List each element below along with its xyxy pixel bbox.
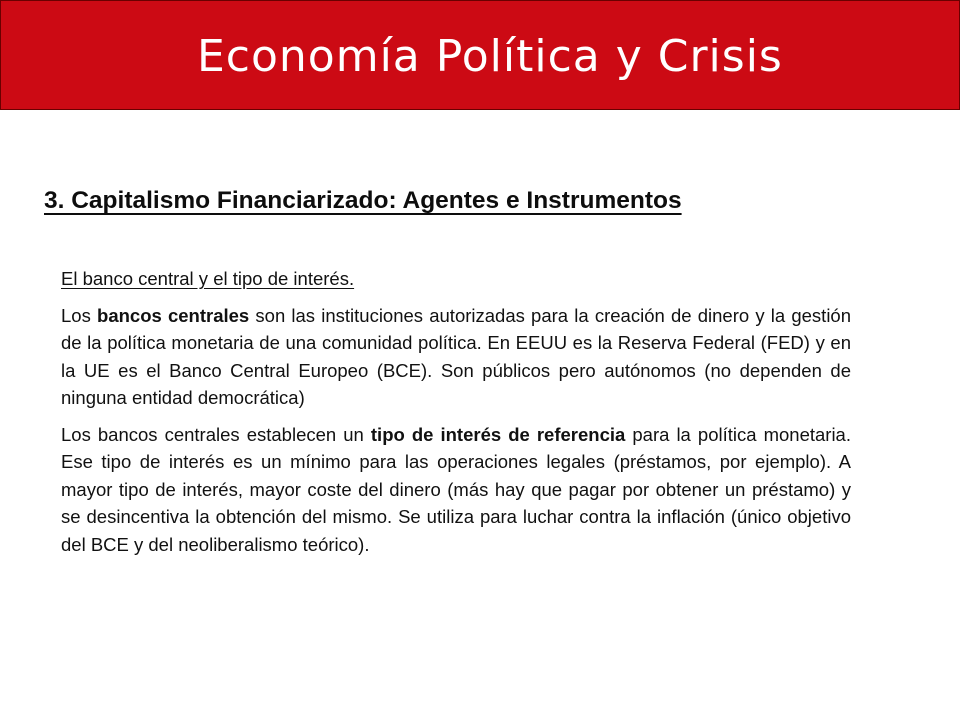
section-heading: 3. Capitalismo Financiarizado: Agentes e Instrumentos xyxy=(44,187,682,214)
paragraph-1-text-start: Los xyxy=(61,304,98,326)
slide-body xyxy=(61,265,851,567)
paragraph-2-text-start: Los bancos centrales establecen un xyxy=(61,423,371,445)
subheading: El banco central y el tipo de interés. xyxy=(61,268,355,289)
paragraph-1-text-end: son las instituciones autorizadas para la creación de dinero y la gestión de la política monetaria de una comunidad política. En EEUU es la Reserva Federal (FED) y en la UE es el Banco Central Europeo (BCE). Son públicos pero autónomos (no dependen de ninguna entidad democrática) xyxy=(61,304,852,408)
paragraph-2-text-end: para la política monetaria. Ese tipo de interés es un mínimo para las operaciones legales (préstamos, por ejemplo). A mayor tipo de interés, mayor coste del dinero (más hay que pagar por obtener un préstamo) y se desincentiva la obtención del mismo. Se utiliza para luchar contra la inflación (único objetivo del BCE y del neoliberalismo teórico). xyxy=(61,423,851,555)
slide-title: Economía Política y Crisis xyxy=(197,31,783,82)
paragraph-2-bold-term: tipo de interés de referencia xyxy=(370,423,626,445)
paragraph-central-banks xyxy=(61,302,851,412)
paragraph-1-bold-term: bancos centrales xyxy=(97,304,250,326)
paragraph-interest-rate xyxy=(61,421,851,559)
title-bar xyxy=(0,0,960,110)
